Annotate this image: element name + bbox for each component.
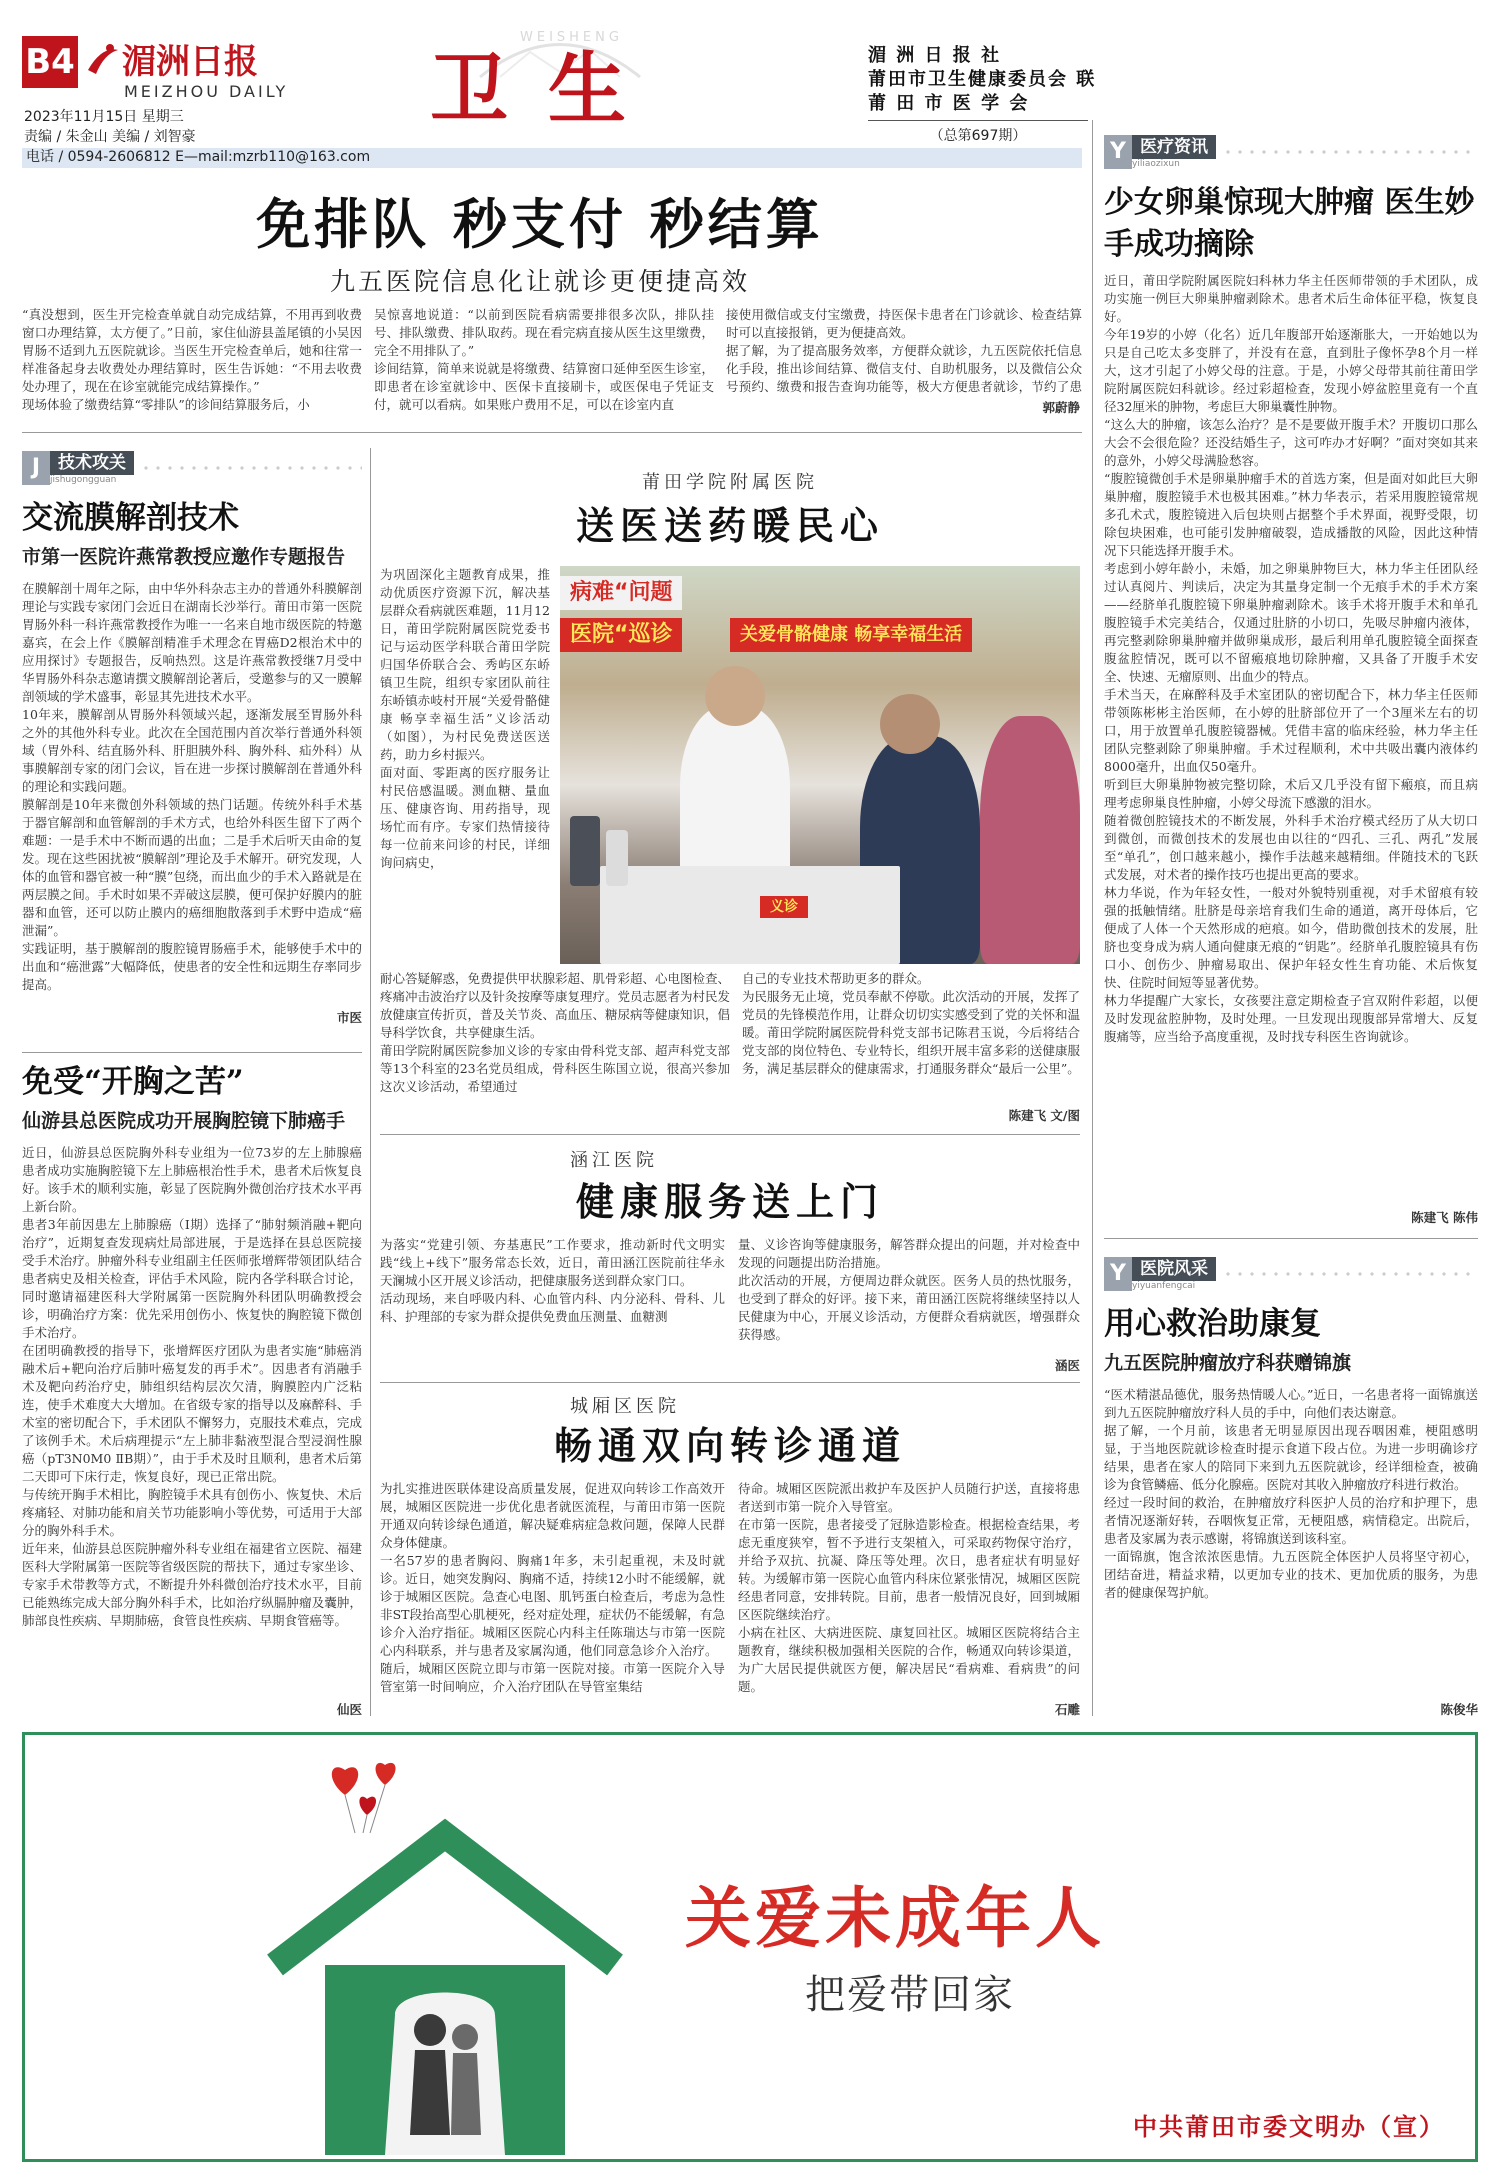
hanjiang-org: 涵江医院 [570, 1150, 658, 1171]
lead-text-col2: 吴惊喜地说道：“以前到医院看病需要排很多次队，排队挂号、排队缴费、排队取药。现在看完病直接从医生这里缴费，完全不用排队了。” 诊间结算，简单来说就是将缴费、结算窗口延伸至医生诊室，即患者在诊室就诊中、医保卡直接刷卡，或医保电子凭证支付，就可以看病。如果账户费用不足，可以在诊室内直 [374, 307, 714, 412]
section-title: 卫生 [430, 44, 667, 135]
mednews-author: 陈建飞 陈伟 [1298, 1208, 1478, 1226]
style-author: 陈俊华 [1378, 1700, 1478, 1718]
style-tag-letter: Y [1104, 1257, 1132, 1291]
send-divider [380, 1134, 1080, 1135]
photo-banner-2: 关爱骨骼健康 畅享幸福生活 [730, 618, 972, 652]
editors-line: 责编 / 朱金山 美编 / 刘智豪 [24, 129, 196, 145]
send-author: 陈建飞 文/图 [1008, 1108, 1080, 1123]
photo-villager-1-head [880, 694, 940, 754]
tech-divider [22, 1052, 362, 1053]
tech-body: 在膜解剖十周年之际，由中华外科杂志主办的普通外科膜解剖理论与实践专家闭门会近日在湖南长沙举行。莆田市第一医院胃肠外科一科许燕常教授作为唯一一名来自地市级医院的特邀嘉宾，在会上作《膜解剖精准手术理念在胃癌D2根治术中的应用探讨》专题报告，反响热烈。这是许燕常教授继7月受中华胃肠外科杂志邀请撰文膜解剖论著后，受邀参与的又一膜解剖领域的学术盛事，彰显其先进技术水平。 10年来，膜解剖从胃肠外科领域兴起，逐渐发展至胃肠外科之外的其他外科专业。此次在全国范围内首次举行普通外科领域（胃外科、结直肠外科、肝胆胰外科、胸外科、疝外科）从事膜解剖专家的闭门会议，旨在进一步探讨膜解剖在普通外科的理论和实践问题。 膜解剖是10年来微创外科领域的热门话题。传统外科手术基于器官解剖和血管解剖的手术方式，也给外科医生留下了两个难题：一是手术中不断而遇的出血；二是手术后听天由命的复发。现在这些困扰被“膜解剖”理论及手术解开。研究发现，人体的血管和器官被一种“膜”包绕，而出血少的手术入路就是在两层膜之间。手术时如果不弄破这层膜，便可保护好膜内的脏器和血管，还可以防止膜内的癌细胞散落到手术野中造成“癌泄漏”。 实践证明，基于膜解剖的腹腔镜胃肠癌手术，能够使手术中的出血和“癌泄露”大幅降低，使患者的安全性和远期生存率同步提高。 [22, 581, 362, 992]
mednews-divider [1104, 1238, 1478, 1239]
tech-tag-pinyin: jishugongguan [50, 475, 117, 485]
photo-bottle-2 [606, 830, 628, 886]
mednews-headline: 少女卵巢惊现大肿瘤 医生妙手成功摘除 [1104, 185, 1475, 262]
hanjiang-headline: 健康服务送上门 [575, 1179, 884, 1224]
section-watermark: WEISHENG [520, 30, 623, 45]
tech-section-tag [22, 448, 362, 488]
lead-text-col1: “真没想到，医生开完检查单就自动完成结算，不用再到收费窗口办理结算，太方便了。”日前，家住仙游县盖尾镇的小吴因胃肠不适到九五医院就诊。当医生开完检查单后，她和往常一样准备起身去收费处办理结算时，医生告诉她：“不用去收费处办理了，现在在诊室就能完成结算操作。” 现场体验了缴费结算“零排队”的诊间结算服务后，小 [22, 307, 362, 412]
chengxiang-headline: 畅通双向转诊通道 [553, 1423, 906, 1468]
send-photo [560, 566, 1080, 964]
ad-title: 关爱未成年人 [685, 1880, 1105, 1955]
chengxiang-col2: 待命。城厢区医院派出救护车及医护人员随行护送，直接将患者送到市第一院介入导管室。 在市第一医院，患者接受了冠脉造影检查。根据检查结果，考虑无重度狭窄，暂不予进行支架植入，可采取药物保守治疗，并给予双抗、抗凝、降压等处理。次日，患者症状有明显好转。为缓解市第一医院心血管内科床位紧张情况，城厢区医院经患者同意，安排转院。目前，患者一般情况良好，回到城厢区医院继续治疗。 小病在社区、大病进医院、康复回社区。城厢区医院将结合主题教育，继续积极加强相关医院的合作，畅通双向转诊渠道，为广大居民提供就医方便，解决居民“看病难、看病贵”的问题。 [738, 1481, 1080, 1694]
style-tag-dots [1222, 1268, 1478, 1280]
chest-subhead: 仙游县总医院成功开展胸腔镜下肺癌手 [22, 1110, 346, 1132]
contact-line: 电话 / 0594-2606812 E—mail:mzrb110@163.com [22, 148, 1082, 168]
photo-table [600, 866, 900, 964]
send-right-col: 自己的专业技术帮助更多的群众。 为民服务无止境，党员奉献不停歇。此次活动的开展，发挥了党员的先锋模范作用，让群众切切实实感受到了党的关怀和温暖。莆田学院附属医院骨科党支部书记陈君玉说，今后将结合党支部的岗位特色、专业特长，组织开展丰富多彩的送健康服务，满足基层群众的健康需求，打通服务群众“最后一公里”。 [742, 971, 1080, 1076]
chest-author: 仙医 [262, 1700, 362, 1718]
style-headline: 用心救治助康复 [1104, 1306, 1321, 1342]
lead-divider [22, 432, 1082, 433]
mednews-tag-label: 医疗资讯 [1132, 135, 1216, 159]
send-org: 莆田学院附属医院 [642, 472, 818, 493]
house-icon [255, 1815, 635, 2155]
left-column-rule [370, 448, 371, 1716]
page-badge: B4 [22, 36, 78, 88]
style-section-tag [1104, 1254, 1478, 1294]
date-line: 2023年11月15日 星期三 [24, 109, 184, 125]
lead-author: 郭蔚静 [1042, 400, 1080, 415]
style-body: “医术精湛品德优，服务热情暖人心。”近日，一名患者将一面锦旗送到九五医院肿瘤放疗科人员的手中，向他们表达谢意。 据了解，一个月前，该患者无明显原因出现吞咽困难，梗阻感明显，于当地医院就诊检查时提示食道下段占位。为进一步明确诊疗结果，患者在家人的陪同下来到九五医院就诊，经详细检查，被确诊为食管鳞癌、低分化腺癌。医院对其收入肿瘤放疗科进行救治。 经过一段时间的救治，在肿瘤放疗科医护人员的治疗和护理下，患者情况逐渐好转，吞咽恢复正常，无梗阻感，病情稳定。出院后，患者及家属为表示感谢，将锦旗送到该科室。 一面锦旗，饱含浓浓医患情。九五医院全体医护人员将坚守初心，团结奋进，精益求精，以更加专业的技术、更加优质的服务，为患者的健康保驾护航。 [1104, 1387, 1478, 1600]
tech-headline: 交流膜解剖技术 [22, 500, 239, 536]
chengxiang-col1: 为扎实推进医联体建设高质量发展，促进双向转诊工作高效开展，城厢区医院进一步优化患者就医流程，与莆田市第一医院开通双向转诊绿色通道，解决疑难病症急救问题，保障人民群众身体健康。 一名57岁的患者胸闷、胸痛1年多，未引起重视，未及时就诊。近日，她突发胸闷、胸痛不适，持续12小时不能缓解，就诊于城厢区医院。急查心电图、肌钙蛋白检查后，考虑为急性非ST段抬高型心肌梗死，经对症处理，症状仍不能缓解，有急诊介入治疗指征。城厢区医院心内科主任陈瑞达与市第一医院心内科联系，并与患者及家属沟通，他们同意急诊介入治疗。 随后，城厢区医院立即与市第一医院对接。市第一医院介入导管室第一时间响应，介入治疗团队在导管室集结 [380, 1481, 725, 1694]
mednews-section-tag [1104, 132, 1478, 172]
paper-logo-icon [84, 40, 120, 80]
org-line-1: 湄 洲 日 报 社 [868, 45, 1002, 66]
hanjiang-divider [380, 1382, 1080, 1383]
style-tag-label: 医院风采 [1132, 1257, 1216, 1281]
chest-body: 近日，仙游县总医院胸外科专业组为一位73岁的左上肺腺癌患者成功实施胸腔镜下左上肺癌根治性手术，患者术后恢复良好。该手术的顺利实施，彰显了医院胸外微创治疗技术水平再上新台阶。 患者3年前因患左上肺腺癌（Ⅰ期）选择了“肺射频消融+靶向治疗”，近期复查发现病灶局部进展，于是选择在县总医院接受手术治疗。肿瘤外科专业组副主任医师张增辉带领团队结合患者病史及相关检查，评估手术风险，院内各学科联合讨论，同时邀请福建医科大学附属第一医院胸外科团队明确教授会诊，明确治疗方案：优先采用创伤小、恢复快的胸腔镜下微创手术治疗。 在团明确教授的指导下，张增辉医疗团队为患者实施“肺癌消融术后+靶向治疗后肺叶癌复发的再手术”。因患者有消融手术及靶向药治疗史，肺组织结构层次欠清，胸膜腔内广泛粘连，使手术难度大大增加。在省级专家的指导以及麻醉科、手术室的密切配合下，手术团队不懈努力，克服技术难点，完成了该例手术。术后病理提示“左上肺非黏液型混合型浸润性腺癌（pT3N0M0 ⅡB期）”，由于手术及时且顺利，患者术后第二天即可下床行走，恢复良好，现已正常出院。 与传统开胸手术相比，胸腔镜手术具有创伤小、恢复快、术后疼痛轻、对肺功能和肩关节功能影响小等优势，可适用于大部分的胸外科手术。 近年来，仙游县总医院肿瘤外科专业组在福建省立医院、福建医科大学附属第一医院等省级医院的帮扶下，通过专家坐诊、专家手术带教等方式，不断提升外科微创治疗技术水平，目前已能熟练完成大部分胸外科手术，比如治疗纵膈肿瘤及囊肿，肺部良性疾病、早期肺癌，食管良性疾病、早期食管癌等。 [22, 1145, 362, 1628]
mednews-tag-pinyin: yiliaozixun [1132, 159, 1180, 169]
center-column-rule [1092, 120, 1093, 1716]
photo-villager-2 [980, 716, 1080, 964]
hanjiang-col2: 量、义诊咨询等健康服务，解答群众提出的问题，并对检查中发现的问题提出防治措施。 此次活动的开展，方便周边群众就医。医务人员的热忱服务，也受到了群众的好评。接下来，莆田涵江医院将继续坚持以人民健康为中心，开展义诊活动，方便群众看病就医，增强群众获得感。 [738, 1237, 1080, 1342]
chengxiang-author: 石雕 [1054, 1702, 1080, 1717]
chest-headline: 免受“开胸之苦” [22, 1064, 244, 1100]
send-left-col: 为巩固深化主题教育成果，推动优质医疗资源下沉，解决基层群众看病就医难题，11月12日，莆田学院附属医院党委书记与运动医学科联合莆田学院归国华侨联合会、秀屿区东峤镇卫生院，组织专家团队前往东峤镇赤岐村开展“关爱骨骼健康 畅享幸福生活”义诊活动（如图），为村民免费送医送药，助力乡村振兴。 面对面、零距离的医疗服务让村民倍感温暖。测血糖、量血压、健康咨询、用药指导，现场忙而有序。专家们热情接待每一位前来问诊的村民，详细询问病史， [380, 567, 550, 870]
mednews-body: 近日，莆田学院附属医院妇科林力华主任医师带领的手术团队，成功实施一例巨大卵巢肿瘤剥除术。患者术后生命体征平稳，恢复良好。 今年19岁的小婷（化名）近几年腹部开始逐渐胀大，一开始她以为只是自己吃太多变胖了，并没有在意，直到肚子像怀孕8个月一样大，这才引起了小婷父母的注意。于是，小婷父母带其前往莆田学院附属医院妇科就诊。经过彩超检查，发现小婷盆腔里竟有一个直径32厘米的肿物，考虑巨大卵巢囊性肿物。 “这么大的肿瘤，该怎么治疗？是不是要做开腹手术？开腹切口那么大会不会很危险？还没结婚生子，这可咋办才好啊？”面对突如其来的意外，小婷父母满脸愁容。 “腹腔镜微创手术是卵巢肿瘤手术的首选方案，但是面对如此巨大卵巢肿瘤，腹腔镜手术也极其困难。”林力华表示，若采用腹腔镜常规多孔术式，腹腔镜进入后包块则占据整个手术界面，视野受限，切除包块困难，也可能引发肿瘤破裂，造成播散的风险，因此这种情况下只能选择开腹手术。 考虑到小婷年龄小，未婚，加之卵巢肿物巨大，林力华主任团队经过认真阅片、判读后，决定为其量身定制一个无痕手术的手术方案——经脐单孔腹腔镜下卵巢肿瘤剥除术。该手术将开腹手术和单孔腹腔镜手术完美结合，仅通过肚脐的小切口，先吸尽肿瘤内液体，再完整剥除卵巢肿瘤并做卵巢成形，最后利用单孔腹腔镜全面探查腹盆腔情况，既可以不留瘢痕地切除肿瘤，又具备了开腹手术安全、快速、无瘤原则、出血少的特点。 手术当天，在麻醉科及手术室团队的密切配合下，林力华主任医师带领陈彬彬主治医师，在小婷的肚脐部位开了一个3厘米左右的切口，用于放置单孔腹腔镜器械。凭借丰富的临床经验，林力华主任团队完整剥除了卵巢肿瘤。手术过程顺利，术中共吸出囊内液体约8000毫升，出血仅50毫升。 听到巨大卵巢肿物被完整切除，术后又几乎没有留下瘢痕，而且病理考虑卵巢良性肿瘤，小婷父母流下感激的泪水。 随着微创腔镜技术的不断发展，外科手术治疗模式经历了从大切口到微创，而微创技术的发展也由以往的“四孔、三孔、两孔”发展至“单孔”，创口越来越小，操作手法越来越精细。伴随技术的飞跃式发展，对术者的操作技巧也提出更高的要求。 林力华说，作为年轻女性，一般对外貌特别重视，对手术留痕有较强的抵触情绪。肚脐是母亲培育我们生命的通道，离开母体后，它便成了人体一个天然形成的疤痕。如今，借助微创技术的发展，肚脐也变身成为病人通向健康无痕的“钥匙”。经脐单孔腹腔镜具有伤口小、创伤少、肿瘤易取出、保护年轻女性生育功能、术后恢复快、住院时间短等显著优势。 林力华提醒广大家长，女孩要注意定期检查子宫双附件彩超，以便及时发现盆腔肿物，及时处理。一旦发现出现腹部异常增大、反复腹痛等，应当给予高度重视，及时找专科医生咨询就诊。 [1104, 273, 1478, 1044]
org-line-3: 莆 田 市 医 学 会 [868, 93, 1030, 114]
style-subhead: 九五医院肿瘤放疗科获赠锦旗 [1104, 1352, 1352, 1374]
style-tag-pinyin: yiyuanfengcai [1132, 1281, 1196, 1291]
tech-tag-label: 技术攻关 [50, 451, 134, 475]
mednews-tag-letter: Y [1104, 135, 1132, 169]
ad-subtitle: 把爱带回家 [805, 1972, 1015, 2018]
photo-bottle-1 [570, 816, 600, 886]
org-line-2: 莆田市卫生健康委员会 联 [868, 69, 1097, 90]
send-headline: 送医送药暖民心 [575, 503, 884, 548]
tech-tag-dots [140, 462, 362, 474]
mednews-tag-dots [1222, 146, 1478, 158]
photo-banner-3: 病难“问题 [560, 576, 682, 610]
photo-table-label: 义诊 [760, 896, 808, 918]
hanjiang-author: 涵医 [1054, 1358, 1080, 1373]
chengxiang-org: 城厢区医院 [570, 1396, 680, 1417]
tech-author: 市医 [262, 1008, 362, 1026]
public-service-ad [22, 1732, 1478, 2162]
lead-subhead: 九五医院信息化让就诊更便捷高效 [329, 267, 750, 296]
hanjiang-col1: 为落实“党建引领、夯基惠民”工作要求，推动新时代文明实践“线上+线下”服务常态长效，近日，莆田涵江医院前往华永天澜城小区开展义诊活动，把健康服务送到群众家门口。 活动现场，来自呼吸内科、心血管内科、内分泌科、骨科、儿科、护理部的专家为群众提供免费血压测量、血糖测 [380, 1237, 725, 1324]
lead-text-col3: 接使用微信或支付宝缴费，持医保卡患者在门诊就诊、检查结算时可以直接报销，更为便捷高效。 据了解，为了提高服务效率，方便群众就诊，九五医院依托信息化手段，推出诊间结算、微信支付、自助机服务，以及微信公众号预约、缴费和报告查询功能等，极大方便患者就诊，节约了患 [726, 307, 1082, 394]
tech-tag-letter: J [22, 451, 50, 485]
send-bottom-left: 耐心答疑解惑，免费提供甲状腺彩超、肌骨彩超、心电图检查、疼痛冲击波治疗以及针灸按摩等康复理疗。党员志愿者为村民发放健康宣传折页，普及关节炎、高血压、糖尿病等健康知识，倡导科学饮食，共享健康生活。 莆田学院附属医院参加义诊的专家由骨科党支部、超声科党支部等13个科室的23名党员组成，骨科医生陈国立说，很高兴参加这次义诊活动，希望通过 [380, 971, 730, 1094]
tech-subhead: 市第一医院许燕常教授应邀作专题报告 [22, 546, 346, 568]
issue-number: （总第697期） [868, 120, 1088, 144]
lead-headline: 免排队 秒支付 秒结算 [256, 192, 824, 256]
ad-credit: 中共莆田市委文明办（宣） [1133, 2112, 1445, 2141]
photo-banner-1: 医院“巡诊 [560, 618, 682, 652]
paper-name-en: MEIZHOU DAILY [124, 82, 289, 101]
photo-doctor-head [705, 666, 765, 726]
paper-name: 湄洲日报 [122, 42, 258, 80]
